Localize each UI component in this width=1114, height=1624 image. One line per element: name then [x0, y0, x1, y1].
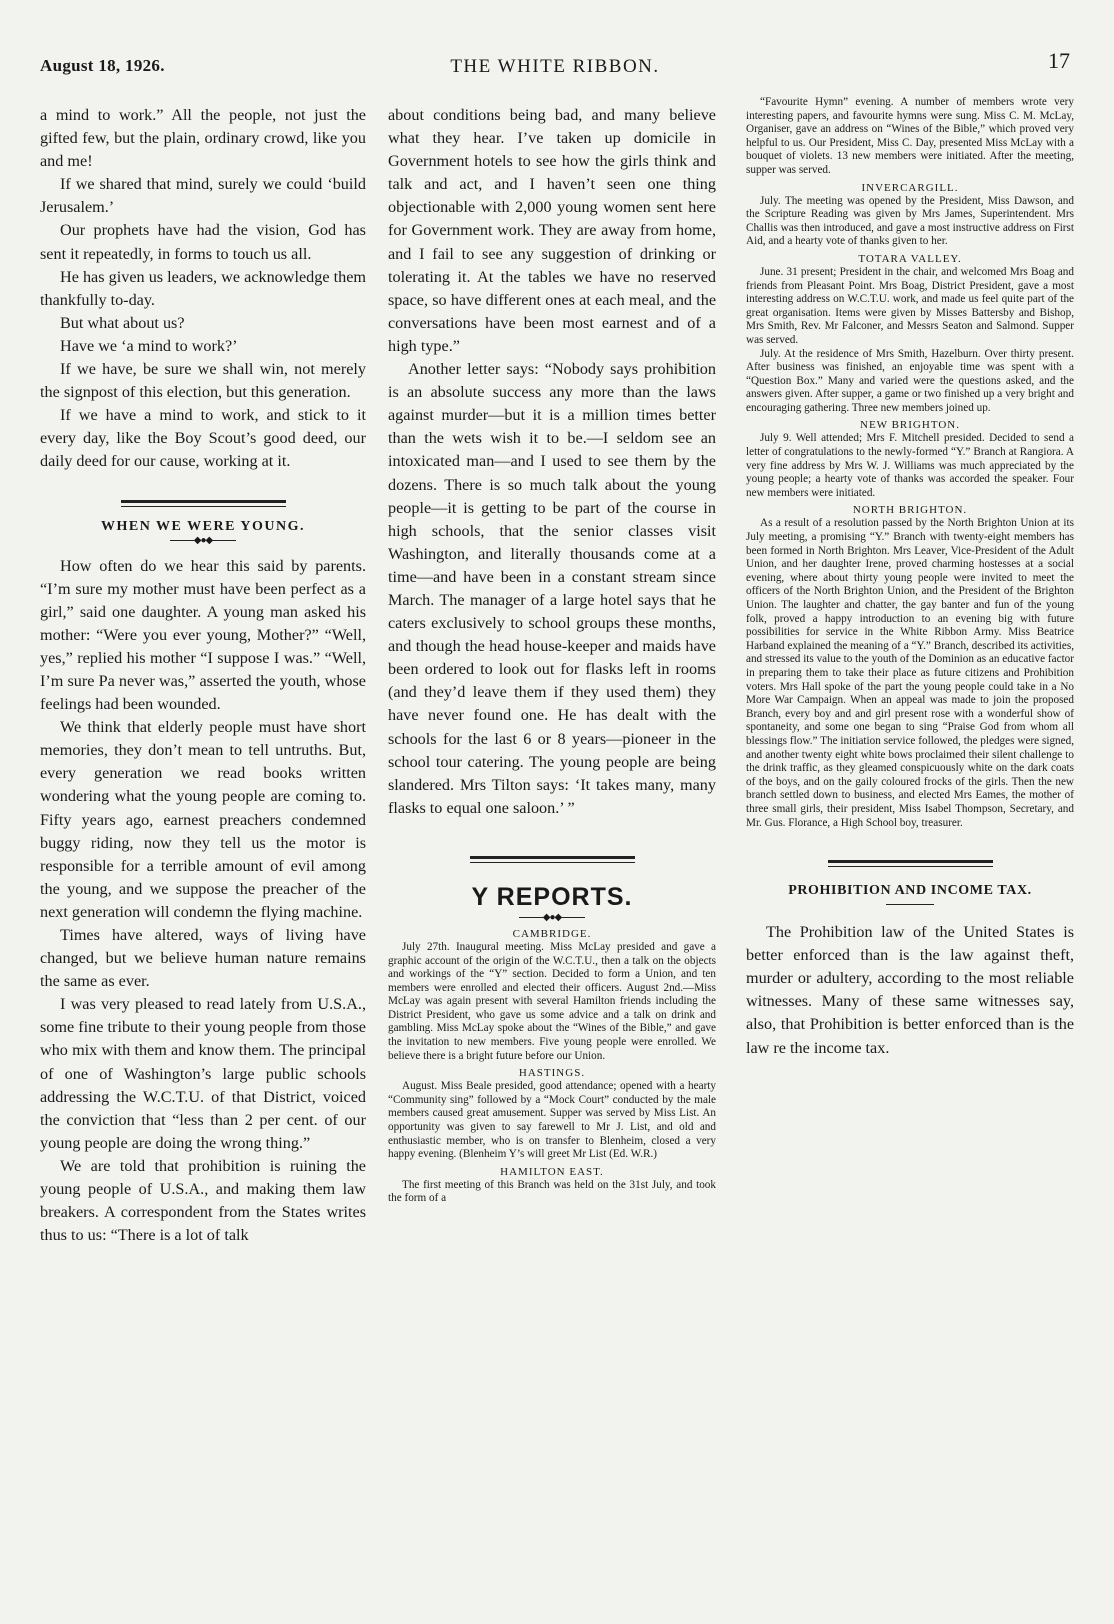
report-text: “Favourite Hymn” evening. A number of members wrote very interesting papers, and favourite hymns were sung. Miss C. M. McLay, Organiser, gave an address on “Wines of the Bible,” which proved very helpful to us. Our President, Miss C. Day, presented Miss McLay with a bouquet of violets. 13 new members were initiated. After the meeting, supper was served. — [746, 96, 1074, 176]
report-text: August. Miss Beale presided, good attendance; opened with a hearty “Community sing” followed by a “Mock Court” conducted by the male members caused great amusement. Supper was served by Miss List. An opportunity was given to say farewell to Mr J. List, and old and enthusiastic member, who is on transfer to Blenheim, closed a very happy evening. (Blenheim Y’s will greet Mr List (Ed. W.R.) — [388, 1080, 716, 1161]
report-text: July 9. Well attended; Mrs F. Mitchell presided. Decided to send a letter of congratulations to the newly-formed “Y.” Branch at Rangiora. A very fine address by Mrs W. J. Williams was much appreciated by the young people; a hearty vote of thanks was accorded the speaker. Four new members were initiated. — [746, 432, 1074, 499]
paragraph: The Prohibition law of the United States is better enforced than is the law against theft, murder or adultery, according to the most reliable witnesses. Many of these same witnesses say, also, that Prohibition is better enforced than is the law re the income tax. — [746, 923, 1074, 1057]
ornament-divider — [746, 899, 1074, 911]
page-number: 17 — [1048, 48, 1070, 73]
paragraph: I was very pleased to read lately from U.S.A., some fine tribute to their young people from those who mix with them and know them. The principal of one of Washington’s large public schools addressing the W.C.T.U. of that District, voiced the conviction that “less than 2 per cent. of our young people are doing the wrong thing.” — [40, 995, 366, 1152]
paragraph: If we have a mind to work, and stick to it every day, like the Boy Scout’s good deed, our daily deed for our cause, working at it. — [40, 406, 366, 471]
paragraph: If we have, be sure we shall win, not merely the signpost of this election, but this generation. — [40, 360, 366, 402]
paragraph: Times have altered, ways of living have changed, but we believe human nature remains the same as ever. — [40, 926, 366, 991]
report-place: HASTINGS. — [518, 1067, 586, 1080]
paragraph: We are told that prohibition is ruining the young people of U.S.A., and making them law breakers. A correspondent from the States writes thus to us: “There is a lot of talk — [40, 1156, 366, 1245]
report-place: TOTARA VALLEY. — [858, 252, 962, 265]
paragraph: How often do we hear this said by parents. “I’m sure my mother must have been perfect as a girl,” said one daughter. A young man asked his mother: “Were you ever young, Mother?” “Well, yes,” replied his mother “I suppose I was.” “Well, I’m sure Pa never was,” asserted the youth, whose feelings had been wounded. — [40, 556, 366, 714]
ornament-divider: ◆●◆ — [388, 912, 716, 924]
section-divider — [470, 856, 635, 863]
column-3 — [746, 96, 1074, 1060]
ornament-divider: ◆●◆ — [40, 535, 366, 547]
paragraph: Another letter says: “Nobody says prohibition is an absolute success any more than the laws against murder—but it is a million times better than the wets wish it to be.—I seldom see an intoxicated man—and I used to see them by the dozens. There is so much talk about the young people—it is getting to be part of the course in high schools, that the senior classes visit Washington, and literally thousands come at a time—and have been in a constant stream since March. The manager of a large hotel says that he caters exclusively to school groups these months, and though the head house-keeper and maids have been ordered to look out for flasks left in rooms (and they’d leave them if they used them) they have never found one. He has dealt with the schools for the last 6 or 8 years—pioneer in the school tour catering. The young people are being slandered. Mrs Tilton says: ‘It takes many, many flasks to equal one saloon.’ ” — [388, 360, 716, 817]
report-text: July. At the residence of Mrs Smith, Hazelburn. Over thirty present. After business was finished, an enjoyable time was spent with a “Question Box.” Many and varied were the questions asked, and the answers given. After supper, a game or two finished up a very bright and encouraging gathering. Three new members joined up. — [746, 347, 1074, 414]
report-place: INVERCARGILL. — [861, 181, 959, 194]
paragraph: Have we ‘a mind to work?’ — [60, 336, 238, 355]
issue-date: August 18, 1926. — [40, 56, 165, 75]
report-place: HAMILTON EAST. — [500, 1165, 604, 1178]
column-2 — [388, 104, 716, 1206]
paragraph: He has given us leaders, we acknowledge them thankfully to-day. — [40, 267, 366, 309]
section-title: WHEN WE WERE YOUNG. — [100, 518, 306, 534]
report-text: June. 31 present; President in the chair, and welcomed Mrs Boag and friends from Pleasant Point. Mrs Boag, District President, gave a most interesting address on W.C.T.U. work, and made us feel quite part of the great organisation. Items were given by Misses Battersby and Bishop, Mrs Smith, Rev. Mr Falconer, and Messrs Seaton and Salmond. Supper was served. — [746, 265, 1074, 346]
page-header — [40, 48, 1070, 78]
paragraph: But what about us? — [60, 313, 185, 332]
y-reports-title: Y REPORTS. — [471, 882, 633, 911]
report-place: NEW BRIGHTON. — [860, 419, 960, 432]
publication-title: THE WHITE RIBBON. — [450, 56, 660, 77]
prohibition-title: PROHIBITION AND INCOME TAX. — [788, 883, 1032, 899]
paragraph: If we shared that mind, surely we could ‘build Jerusalem.’ — [40, 175, 366, 217]
report-place: NORTH BRIGHTON. — [852, 504, 968, 517]
report-text: The first meeting of this Branch was held on the 31st July, and took the form of a — [388, 1178, 716, 1205]
column-1 — [40, 104, 366, 1247]
report-text: As a result of a resolution passed by the North Brighton Union at its July meeting, a promising “Y.” Branch with twenty-eight members has been formed in North Brighton. Mrs Leaver, Vice-President of the Adult Union, and her daughter Irene, proved charming hostesses at a social evening, where about thirty young people were invited to meet the officers of the North Brighton Union, and the President of the Brighton Union. The laughter and chatter, the gay banter and fun of the young folk, proved a happy introduction to an evening big with future possibilities for service in the White Ribbon Army. Miss Beatrice Harband explained the meaning of a “Y.” Branch, described its activities, and stressed its value to the youth of the Dominion as an educative factor in preparing them to take their place as future citizens and Prohibition voters. Mrs Hall spoke of the part the young people could take in a No More War Campaign. When an appeal was made to join the proposed Branch, every boy and and girl present rose with a wonderful show of spontaneity, and some one began to sing “Praise God from whom all blessings flow.” The initiation service followed, the pledges were signed, and another twenty eight white bows proclaimed their silent challenge to the drink traffic, as they gleamed conspicuously white on the dark coats of the boys, and on the gaily coloured frocks of the girls. Then the new branch settled down to business, and elected Mrs Eames, the mother of three small girls, their president, Miss Isabel Thompson, Secretary, and Mr. Gus. Florance, a High School boy, treasurer. — [746, 517, 1074, 829]
paragraph: a mind to work.” All the people, not just the gifted few, but the plain, ordinary crowd, like you and me! — [40, 106, 366, 171]
section-divider — [828, 860, 993, 867]
report-text: July 27th. Inaugural meeting. Miss McLay presided and gave a graphic account of the origin of the W.C.T.U., then a talk on the objects and workings of the “Y” section. Decided to form a Union, and ten members were enrolled and elected their officers. August 2nd.—Miss McLay was again present with several Hamilton friends including the District President, who gave us some advice and a talk on drink and gambling. Miss McLay spoke about the “Wines of the Bible,” and gave the invitation to new members. Five young people were enrolled. We believe there is a bright future before our Union. — [388, 940, 716, 1062]
paragraph: Our prophets have had the vision, God has sent it repeatedly, in forms to touch us all. — [40, 221, 366, 263]
report-place: CAMBRIDGE. — [512, 927, 592, 940]
paragraph: We think that elderly people must have short memories, they don’t mean to tell untruths. But, every generation we read books written wondering what the young people are coming to. Fifty years ago, earnest preachers condemned buggy riding, now they tell us the motor is responsible for a terrible amount of evil among the young, and we suppose the preacher of the next generation will condemn the flying machine. — [40, 718, 366, 921]
report-text: July. The meeting was opened by the President, Miss Dawson, and the Scripture Reading was given by Mrs James, Superintendent. Mrs Challis was then introduced, and gave a most instructive address on First Aid, and a hearty vote of thanks given to her. — [746, 194, 1074, 248]
paragraph: about conditions being bad, and many believe what they hear. I’ve taken up domicile in Government hotels to see how the girls think and talk and act, and I haven’t seen one thing objectionable with 2,000 young women sent here for Government work. They are away from home, and I fail to see any suggestion of drinking or tolerating it. At the tables we have no reserved space, so have different ones at each meal, and the conversations have been most earnest and of a high type.” — [388, 106, 716, 355]
section-divider — [121, 500, 286, 507]
